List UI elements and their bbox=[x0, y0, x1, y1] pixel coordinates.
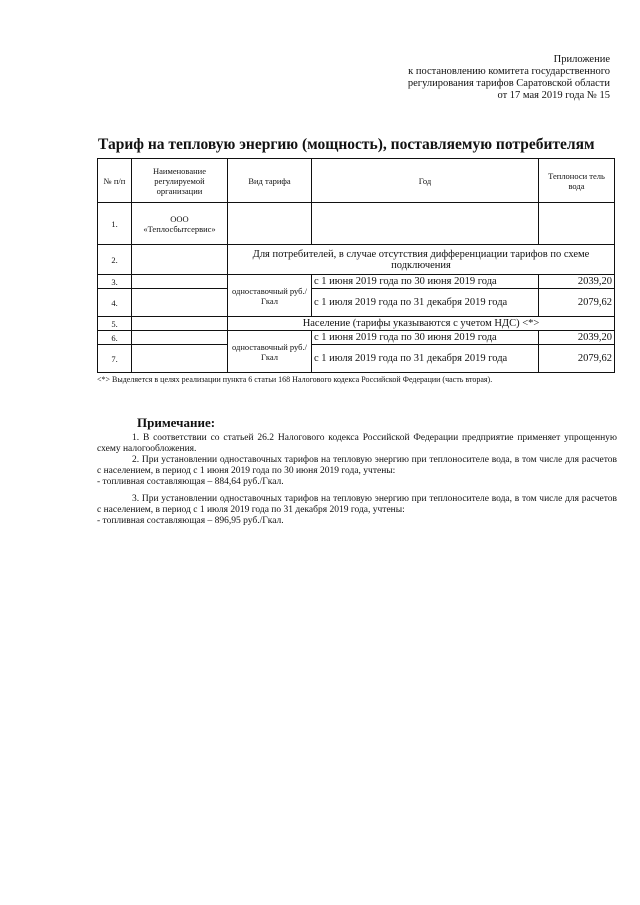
header-num: № п/п bbox=[98, 159, 132, 203]
empty-cell bbox=[132, 345, 228, 373]
table-header-row bbox=[98, 159, 615, 203]
empty-cell bbox=[228, 203, 312, 245]
table-row bbox=[98, 275, 615, 289]
table-row bbox=[98, 245, 615, 275]
org-name: ООО «Теплосбытсервис» bbox=[132, 203, 228, 245]
tariff-value: 2039,20 bbox=[539, 331, 615, 345]
note-2-item: - топливная составляющая – 884,64 руб./Гкал. bbox=[97, 477, 284, 487]
appendix-line-3: регулирования тарифов Саратовской области bbox=[407, 78, 610, 89]
tariff-table bbox=[97, 158, 615, 373]
period-cell: с 1 июля 2019 года по 31 декабря 2019 года bbox=[312, 345, 539, 373]
tariff-type: одноставочный руб./Гкал bbox=[228, 275, 312, 317]
appendix-line-4: от 17 мая 2019 года № 15 bbox=[497, 90, 610, 101]
row-group-label: Население (тарифы указываются с учетом НДС) <*> bbox=[228, 317, 615, 331]
header-year: Год bbox=[312, 159, 539, 203]
tariff-value: 2079,62 bbox=[539, 345, 615, 373]
document-title: Тариф на тепловую энергию (мощность), поставляемую потребителям bbox=[98, 136, 595, 153]
appendix-block bbox=[290, 54, 610, 102]
note-title: Примечание: bbox=[137, 415, 216, 430]
empty-cell bbox=[132, 317, 228, 331]
tariff-value: 2039,20 bbox=[539, 275, 615, 289]
empty-cell bbox=[132, 331, 228, 345]
empty-cell bbox=[312, 203, 539, 245]
note-3: 3. При установлении одноставочных тарифов на тепловую энергию при теплоносителе вода, в том числе для расчетов с населением, в период с 1 июля 2019 года по 31 декабря 2019 года, учтены: bbox=[97, 494, 617, 515]
row-group-label: Для потребителей, в случае отсутствия дифференциации тарифов по схеме подключения bbox=[228, 245, 615, 275]
note-2: 2. При установлении одноставочных тарифов на тепловую энергию при теплоносителе вода, в том числе для расчетов с населением, в период с 1 июня 2019 года по 30 июня 2019 года, учтены: bbox=[97, 455, 617, 476]
empty-cell bbox=[132, 289, 228, 317]
footnote: <*> Выделяется в целях реализации пункта 6 статьи 168 Налогового кодекса Российской Федерации (часть вторая). bbox=[97, 375, 493, 384]
header-carrier: Теплоноси тель вода bbox=[539, 159, 615, 203]
appendix-line-1: Приложение bbox=[553, 54, 610, 65]
period-cell: с 1 июня 2019 года по 30 июня 2019 года bbox=[312, 275, 539, 289]
header-org: Наименование регулируемой организации bbox=[132, 159, 228, 203]
tariff-type: одноставочный руб./Гкал bbox=[228, 331, 312, 373]
note-3-item: - топливная составляющая – 896,95 руб./Гкал. bbox=[97, 516, 284, 526]
tariff-value: 2079,62 bbox=[539, 289, 615, 317]
table-row bbox=[98, 345, 615, 373]
appendix-line-2: к постановлению комитета государственного bbox=[408, 66, 610, 77]
table-row bbox=[98, 331, 615, 345]
row-num: 7. bbox=[98, 345, 132, 373]
empty-cell bbox=[132, 245, 228, 275]
table-row bbox=[98, 203, 615, 245]
note-1: 1. В соответствии со статьей 26.2 Налогового кодекса Российской Федерации предприятие применяет упрощенную схему налогообложения. bbox=[97, 433, 617, 454]
notes-block bbox=[97, 433, 617, 527]
empty-cell bbox=[539, 203, 615, 245]
row-num: 4. bbox=[98, 289, 132, 317]
empty-cell bbox=[132, 275, 228, 289]
period-cell: с 1 июня 2019 года по 30 июня 2019 года bbox=[312, 331, 539, 345]
row-num: 1. bbox=[98, 203, 132, 245]
table-row bbox=[98, 289, 615, 317]
period-cell: с 1 июля 2019 года по 31 декабря 2019 года bbox=[312, 289, 539, 317]
row-num: 3. bbox=[98, 275, 132, 289]
row-num: 6. bbox=[98, 331, 132, 345]
row-num: 2. bbox=[98, 245, 132, 275]
header-tariff-type: Вид тарифа bbox=[228, 159, 312, 203]
table-row bbox=[98, 317, 615, 331]
row-num: 5. bbox=[98, 317, 132, 331]
